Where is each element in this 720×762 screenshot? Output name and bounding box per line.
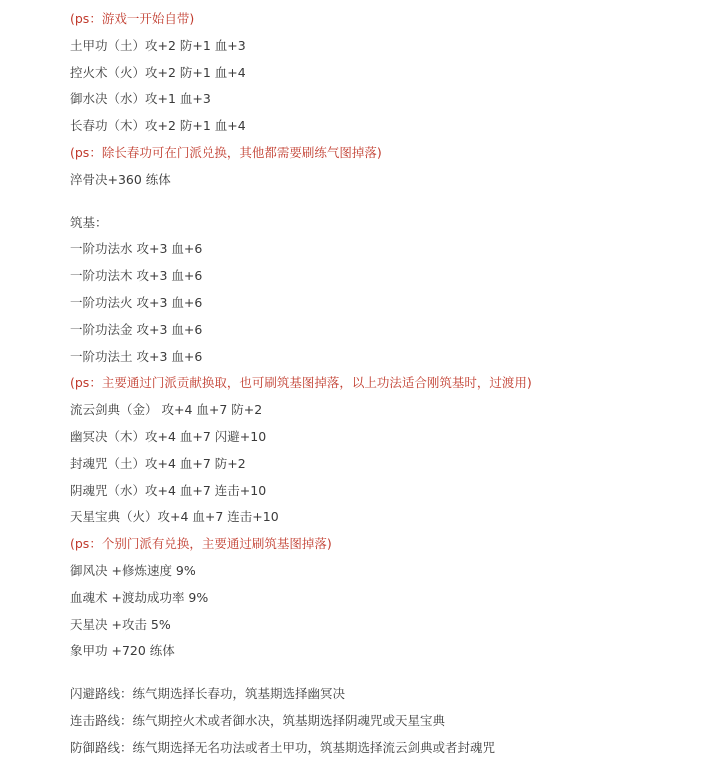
text-line: 一阶功法土 攻+3 血+6 bbox=[70, 348, 203, 364]
text-line: 天星宝典（火）攻+4 血+7 连击+10 bbox=[70, 509, 279, 525]
text-line: 御风决 +修炼速度 9% bbox=[70, 562, 196, 578]
section-gap bbox=[70, 665, 710, 681]
note-line: (ps：主要通过门派贡献换取，也可刷筑基图掉落，以上功法适合刚筑基时，过渡用) bbox=[70, 375, 532, 391]
note-line: (ps：个别门派有兑换，主要通过刷筑基图掉落) bbox=[70, 536, 332, 552]
text-line: 筑基： bbox=[70, 214, 108, 230]
text-line: 一阶功法金 攻+3 血+6 bbox=[70, 321, 203, 337]
text-line: 控火术（火）攻+2 防+1 血+4 bbox=[70, 64, 246, 80]
text-line: 长春功（木）攻+2 防+1 血+4 bbox=[70, 118, 246, 134]
text-line: 血魂术 +渡劫成功率 9% bbox=[70, 589, 209, 605]
text-line: 象甲功 +720 练体 bbox=[70, 643, 175, 659]
text-line: 阴魂咒（水）攻+4 血+7 连击+10 bbox=[70, 482, 267, 498]
text-line: 土甲功（土）攻+2 防+1 血+3 bbox=[70, 37, 246, 53]
text-section bbox=[70, 6, 710, 194]
article-body bbox=[70, 6, 710, 762]
text-line: 一阶功法水 攻+3 血+6 bbox=[70, 241, 203, 257]
text-line: 防御路线：练气期选择无名功法或者土甲功，筑基期选择流云剑典或者封魂咒 bbox=[70, 739, 496, 755]
note-line: (ps：除长春功可在门派兑换，其他都需要刷练气图掉落) bbox=[70, 144, 382, 160]
text-section bbox=[70, 681, 710, 761]
text-line: 幽冥决（木）攻+4 血+7 闪避+10 bbox=[70, 428, 267, 444]
text-line: 闪避路线：练气期选择长春功，筑基期选择幽冥决 bbox=[70, 686, 346, 702]
note-line: (ps：游戏一开始自带) bbox=[70, 11, 195, 26]
text-line: 连击路线：练气期控火术或者御水决，筑基期选择阴魂咒或天星宝典 bbox=[70, 712, 446, 728]
section-gap bbox=[70, 194, 710, 210]
text-section bbox=[70, 210, 710, 666]
text-line: 御水决（水）攻+1 血+3 bbox=[70, 91, 211, 107]
text-line: 淬骨决+360 练体 bbox=[70, 171, 171, 187]
text-line: 一阶功法木 攻+3 血+6 bbox=[70, 268, 203, 284]
text-line: 天星决 +攻击 5% bbox=[70, 616, 171, 632]
text-line: 流云剑典（金） 攻+4 血+7 防+2 bbox=[70, 402, 263, 418]
text-line: 封魂咒（土）攻+4 血+7 防+2 bbox=[70, 455, 246, 471]
text-line: 一阶功法火 攻+3 血+6 bbox=[70, 294, 203, 310]
